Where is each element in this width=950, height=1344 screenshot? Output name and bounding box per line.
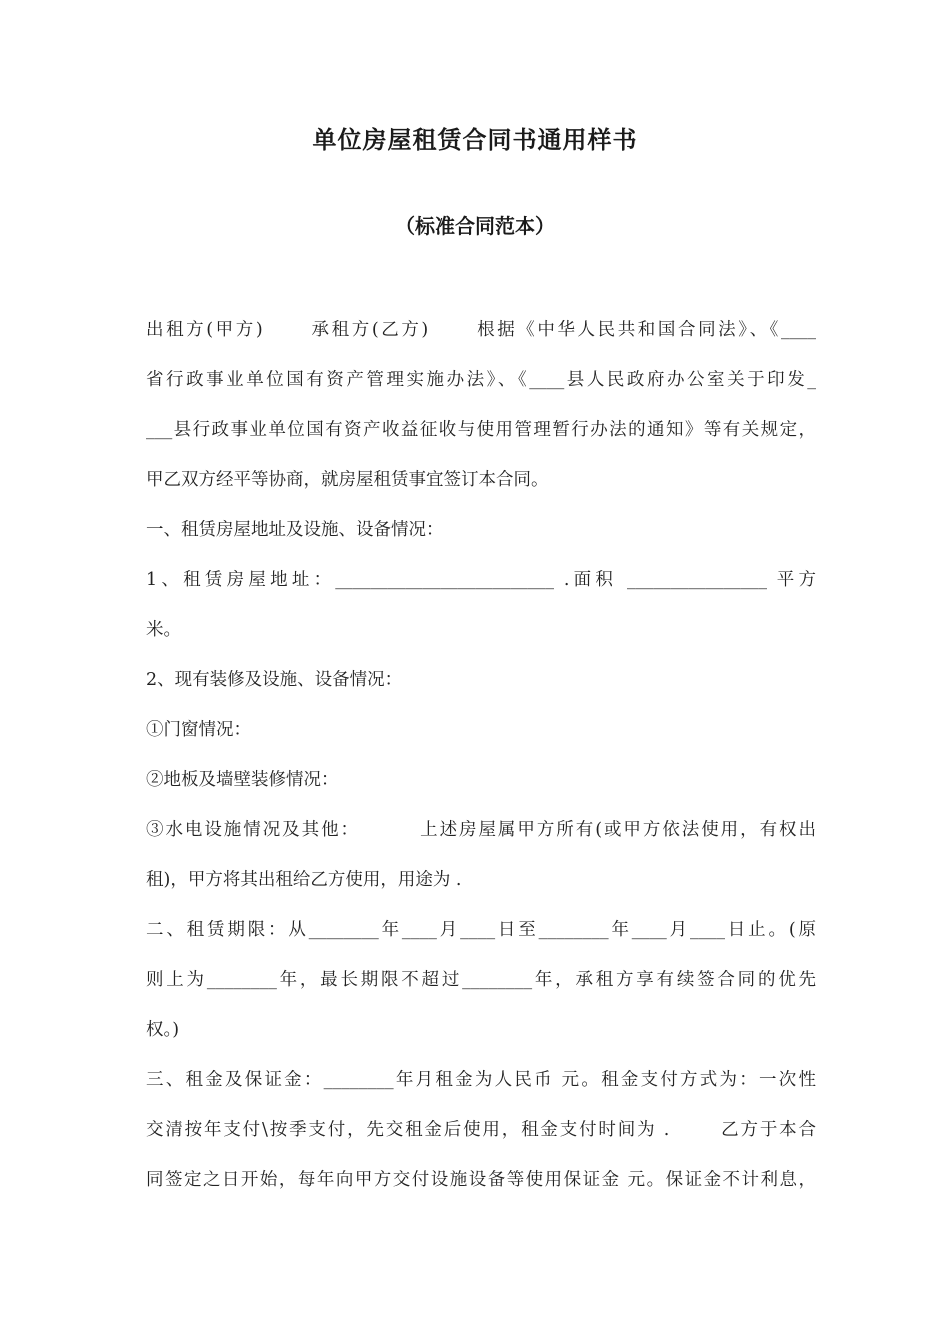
section-heading: 二、租赁期限：从________年____月____日至________年____月____日止。(原 (146, 920, 816, 940)
section-heading: 一、租赁房屋地址及设施、设备情况： (146, 520, 444, 540)
paragraph-line: 甲乙双方经平等协商，就房屋租赁事宜签订本合同。 (146, 470, 549, 490)
paragraph-line: 出租方(甲方) 承租方(乙方) 根据《中华人民共和国合同法》、《____ (146, 320, 816, 340)
contract-body (146, 312, 816, 1212)
paragraph-line: 租)，甲方将其出租给乙方使用，用途为 . (146, 870, 462, 890)
paragraph-line: 省行政事业单位国有资产管理实施办法》、《____县人民政府办公室关于印发_ (146, 370, 816, 390)
paragraph-line: ②地板及墙壁装修情况： (146, 770, 339, 790)
paragraph-line: ③水电设施情况及其他： 上述房屋属甲方所有(或甲方依法使用，有权出 (146, 820, 816, 840)
paragraph-line: 权。) (146, 1020, 180, 1040)
paragraph-line: ①门窗情况： (146, 720, 251, 740)
paragraph-line: 则上为________年，最长期限不超过________年，承租方享有续签合同的优先 (146, 970, 816, 990)
document-subtitle: （标准合同范本） (395, 214, 555, 238)
paragraph-line: 1、租赁房屋地址：_________________________ .面积 ________________ 平方 (146, 570, 816, 590)
paragraph-line: 米。 (146, 620, 181, 640)
paragraph-line: 2、现有装修及设施、设备情况： (146, 670, 403, 690)
paragraph-line: ___县行政事业单位国有资产收益征收与使用管理暂行办法的通知》等有关规定， (146, 420, 816, 440)
document-title: 单位房屋租赁合同书通用样书 (312, 126, 638, 154)
paragraph-line: 同签定之日开始，每年向甲方交付设施设备等使用保证金 元。保证金不计利息， (146, 1170, 816, 1190)
section-heading: 三、租金及保证金：________年月租金为人民币 元。租金支付方式为：一次性 (146, 1070, 816, 1090)
paragraph-line: 交清按年支付\按季支付，先交租金后使用，租金支付时间为 . 乙方于本合 (146, 1120, 816, 1140)
